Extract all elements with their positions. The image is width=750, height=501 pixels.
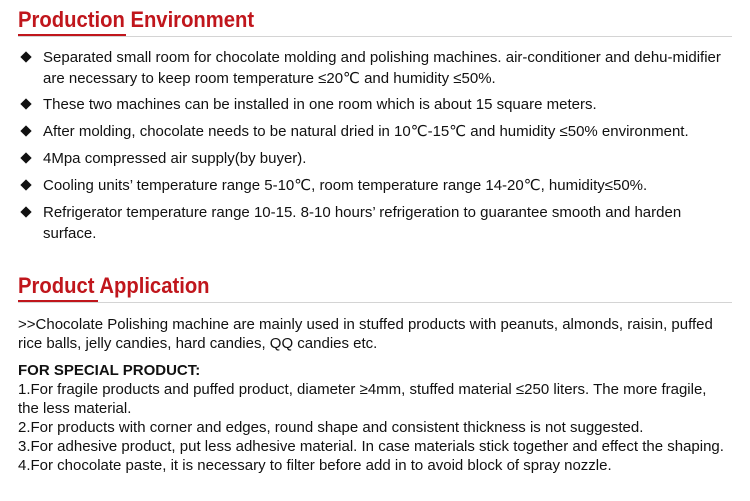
application-title-rule	[18, 302, 732, 303]
product-application-title	[18, 273, 210, 299]
bullet-item-room	[18, 47, 730, 89]
diamond-bullet-icon	[20, 125, 31, 136]
production-bullet-list	[18, 47, 730, 249]
special-product-block	[18, 361, 730, 475]
production-title-part2: Environment	[124, 7, 255, 32]
special-item-fragile: 1.For fragile products and puffed product, diameter ≥4mm, stuffed material ≤250 liters. The more fragile, the less material.	[18, 381, 707, 417]
application-title-part2: Application	[94, 273, 210, 298]
bullet-text: Refrigerator temperature range 10-15. 8-10 hours’ refrigeration to guarantee smooth and harden surface.	[43, 204, 682, 242]
bullet-item-install	[18, 94, 730, 115]
production-environment-title	[18, 7, 254, 33]
bullet-item-air-supply	[18, 148, 730, 169]
production-title-rule	[18, 36, 732, 37]
application-title-part1: Product	[18, 273, 95, 298]
bullet-item-refrigerator	[18, 202, 730, 244]
bullet-item-cooling	[18, 175, 730, 196]
bullet-text: After molding, chocolate needs to be natural dried in 10℃-15℃ and humidity ≤50% environment.	[43, 123, 689, 140]
bullet-text: These two machines can be installed in one room which is about 15 square meters.	[43, 96, 597, 113]
special-item-corners: 2.For products with corner and edges, round shape and consistent thickness is not suggested.	[18, 419, 644, 436]
special-product-heading: FOR SPECIAL PRODUCT:	[18, 362, 201, 379]
bullet-text: 4Mpa compressed air supply(by buyer).	[43, 150, 307, 167]
bullet-text: Separated small room for chocolate molding and polishing machines. air-conditioner and dehu-midifier are necessary to keep room temperature ≤20℃ and humidity ≤50%.	[43, 49, 721, 87]
production-title-part1: Production	[18, 7, 125, 32]
diamond-bullet-icon	[20, 98, 31, 109]
bullet-item-drying	[18, 121, 730, 142]
bullet-text: Cooling units’ temperature range 5-10℃, room temperature range 14-20℃, humidity≤50%.	[43, 177, 648, 194]
diamond-bullet-icon	[20, 179, 31, 190]
diamond-bullet-icon	[20, 152, 31, 163]
application-intro: >>Chocolate Polishing machine are mainly used in stuffed products with peanuts, almonds, raisin, puffed rice balls, jelly candies, hard candies, QQ candies etc.	[18, 316, 713, 352]
special-item-paste: 4.For chocolate paste, it is necessary to filter before add in to avoid block of spray nozzle.	[18, 457, 612, 474]
diamond-bullet-icon	[20, 51, 31, 62]
diamond-bullet-icon	[20, 206, 31, 217]
special-item-adhesive: 3.For adhesive product, put less adhesive material. In case materials stick together and effect the shaping.	[18, 438, 724, 455]
